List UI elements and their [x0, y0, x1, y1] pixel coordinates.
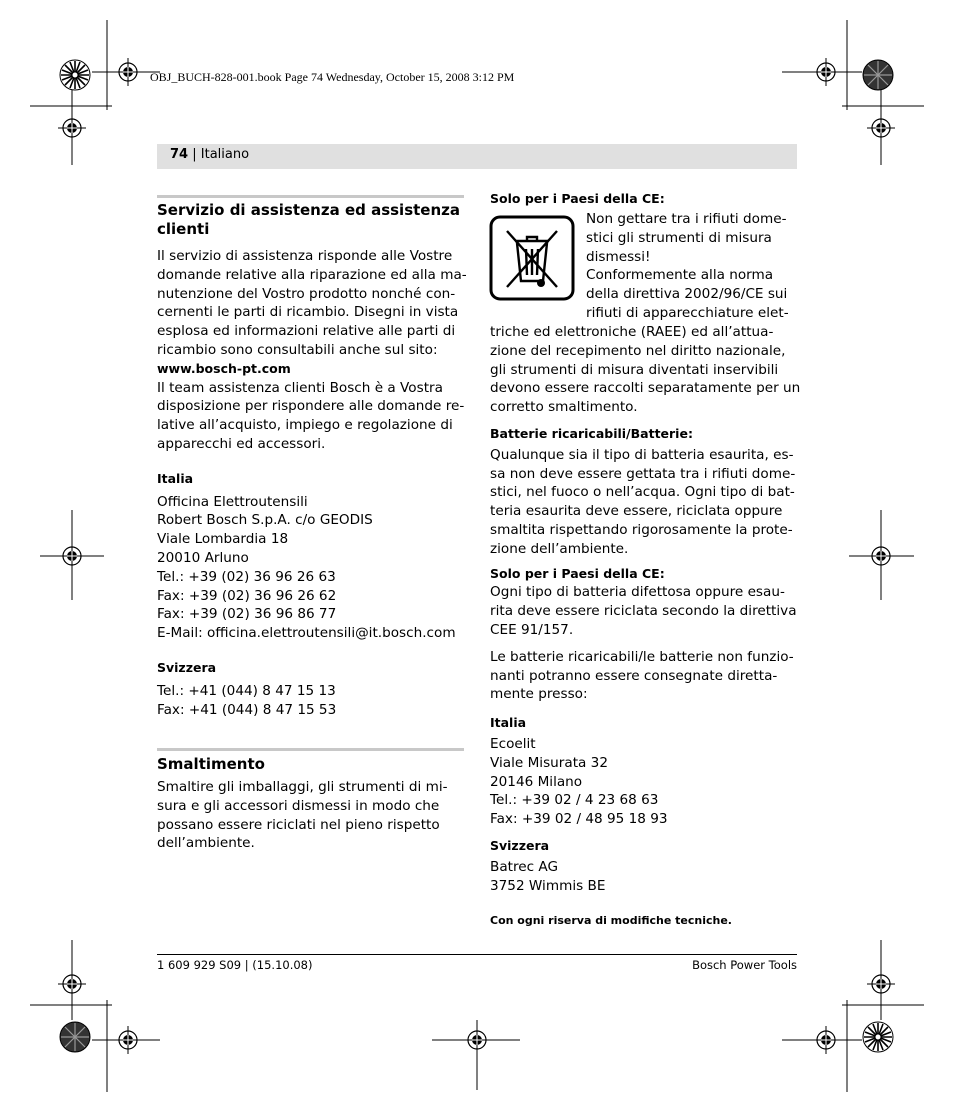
- text-line: stici gli strumenti di misura: [586, 229, 772, 246]
- recharge-text: [490, 648, 802, 704]
- footer-brand: Bosch Power Tools: [692, 958, 797, 972]
- disposal-text: [157, 778, 467, 853]
- ce-wrap-text: [586, 210, 801, 323]
- header-language: Italiano: [200, 147, 250, 162]
- ce2-text: [490, 583, 802, 639]
- ce2-heading: Solo per i Paesi della CE:: [490, 565, 665, 581]
- text-line: devono essere raccolti separatamente per un: [490, 380, 801, 397]
- address-line: Tel.: +41 (044) 8 47 15 13: [157, 682, 336, 699]
- text-line: smaltita rispettando rigorosamente la prote-: [490, 521, 793, 538]
- disposal-section: [157, 755, 467, 853]
- email-line: E-Mail: officina.elettroutensili@it.bosch.com: [157, 625, 456, 642]
- text-line: nutenzione del Vostro prodotto nonché con-: [157, 285, 456, 302]
- text-line: teria esaurita deve essere, riciclata oppure: [490, 503, 783, 520]
- text-line: Smaltire gli imballaggi, gli strumenti di mi-: [157, 779, 448, 795]
- crossed-out-wheelie-bin-icon: [489, 215, 575, 301]
- page-header: [170, 147, 249, 162]
- svizzera-heading: Svizzera: [157, 659, 217, 675]
- text-line: CEE 91/157.: [490, 621, 574, 638]
- service-title-line-1: Servizio di assistenza ed assistenza: [157, 201, 460, 219]
- address-line: Viale Lombardia 18: [157, 531, 289, 548]
- ce-text: [490, 323, 802, 417]
- text-line: Non gettare tra i rifiuti dome-: [586, 211, 787, 227]
- text-line: Conformemente alla norma: [586, 267, 774, 284]
- text-line: ricambio sono consultabili anche sul sito:: [157, 341, 438, 358]
- svizzera-address: [490, 858, 802, 896]
- text-line: domande relative alla riparazione ed alla ma-: [157, 266, 467, 283]
- battery-text: [490, 446, 802, 559]
- text-line: sura e gli accessori dismessi in modo che: [157, 797, 440, 814]
- left-column: [157, 201, 467, 719]
- battery-heading: Batterie ricaricabili/Batterie:: [490, 425, 693, 441]
- italia-heading: Italia: [490, 715, 527, 731]
- footer-doc-number: 1 609 929 S09 | (15.10.08): [157, 958, 313, 972]
- text-line: Ogni tipo di batteria difettosa oppure esau-: [490, 584, 785, 601]
- text-line: lative all’acquisto, impiego e regolazione di: [157, 417, 453, 434]
- text-line: possano essere riciclati nel pieno rispetto: [157, 816, 440, 833]
- text-line: zione del recepimento nel diritto nazionale,: [490, 342, 786, 359]
- website-link[interactable]: www.bosch-pt.com: [157, 360, 291, 376]
- ce-heading-block: [490, 190, 800, 209]
- disposal-title: Smaltimento: [157, 755, 265, 773]
- svizzera-heading: Svizzera: [490, 837, 550, 853]
- section-rule: [157, 748, 464, 751]
- address-line: Fax: +39 (02) 36 96 86 77: [157, 606, 337, 623]
- address-line: Tel.: +39 02 / 4 23 68 63: [490, 792, 659, 809]
- address-line: Fax: +41 (044) 8 47 15 53: [157, 701, 337, 718]
- service-title: [157, 201, 467, 239]
- service-text: [157, 247, 467, 360]
- address-line: Officina Elettroutensili: [157, 493, 308, 510]
- address-line: 3752 Wimmis BE: [490, 877, 606, 894]
- right-column: [490, 323, 802, 928]
- address-line: Ecoelit: [490, 735, 536, 752]
- text-line: gli strumenti di misura diventati inservibili: [490, 361, 779, 378]
- text-line: cernenti le parti di ricambio. Disegni in vista: [157, 304, 459, 321]
- text-line: Il servizio di assistenza risponde alle Vostre: [157, 248, 453, 264]
- reserve-note: Con ogni riserva di modifiche tecniche.: [490, 914, 732, 928]
- text-line: Qualunque sia il tipo di batteria esaurita, es-: [490, 446, 794, 463]
- text-line: apparecchi ed accessori.: [157, 435, 326, 452]
- footer-rule: [157, 954, 797, 955]
- text-line: dismessi!: [586, 248, 651, 265]
- address-line: 20010 Arluno: [157, 549, 249, 566]
- text-line: nanti potranno essere consegnate diretta-: [490, 667, 778, 684]
- text-line: esplosa ed informazioni relative alle parti di: [157, 323, 456, 340]
- address-line: Fax: +39 02 / 48 95 18 93: [490, 811, 668, 828]
- text-line: Il team assistenza clienti Bosch è a Vostra: [157, 379, 443, 396]
- text-line: zione dell’ambiente.: [490, 540, 629, 557]
- address-line: Tel.: +39 (02) 36 96 26 63: [157, 568, 336, 585]
- text-line: rifiuti di apparecchiature elet-: [586, 304, 789, 321]
- text-line: rita deve essere riciclata secondo la direttiva: [490, 603, 797, 620]
- text-line: corretto smaltimento.: [490, 399, 638, 416]
- section-rule: [157, 195, 464, 198]
- ce-heading: Solo per i Paesi della CE:: [490, 191, 665, 206]
- header-bar: [157, 144, 797, 169]
- service-title-line-2: clienti: [157, 220, 210, 238]
- address-line: Batrec AG: [490, 858, 559, 875]
- italia-address: [490, 735, 802, 829]
- address-line: 20146 Milano: [490, 773, 583, 790]
- address-line: Robert Bosch S.p.A. c/o GEODIS: [157, 512, 373, 529]
- text-line: triche ed elettroniche (RAEE) ed all’attua-: [490, 324, 774, 340]
- address-line: Viale Misurata 32: [490, 754, 608, 771]
- text-line: disposizione per rispondere alle domande re-: [157, 398, 465, 415]
- text-line: dell’ambiente.: [157, 835, 255, 852]
- text-line: stici, nel fuoco o nell’acqua. Ogni tipo di bat-: [490, 484, 795, 501]
- address-line: Fax: +39 (02) 36 96 26 62: [157, 587, 337, 604]
- team-text: [157, 379, 467, 454]
- page-number: 74: [170, 147, 189, 162]
- text-line: sa non deve essere gettata tra i rifiuti dome-: [490, 465, 796, 482]
- header-separator: |: [192, 147, 197, 162]
- text-line: mente presso:: [490, 686, 588, 703]
- print-info-line: OBJ_BUCH-828-001.book Page 74 Wednesday, October 15, 2008 3:12 PM: [150, 70, 515, 84]
- text-line: della direttiva 2002/96/CE sui: [586, 286, 788, 303]
- text-line: Le batterie ricaricabili/le batterie non funzio-: [490, 648, 794, 665]
- italia-address: [157, 493, 467, 643]
- svizzera-address: [157, 682, 467, 720]
- italia-heading: Italia: [157, 470, 194, 486]
